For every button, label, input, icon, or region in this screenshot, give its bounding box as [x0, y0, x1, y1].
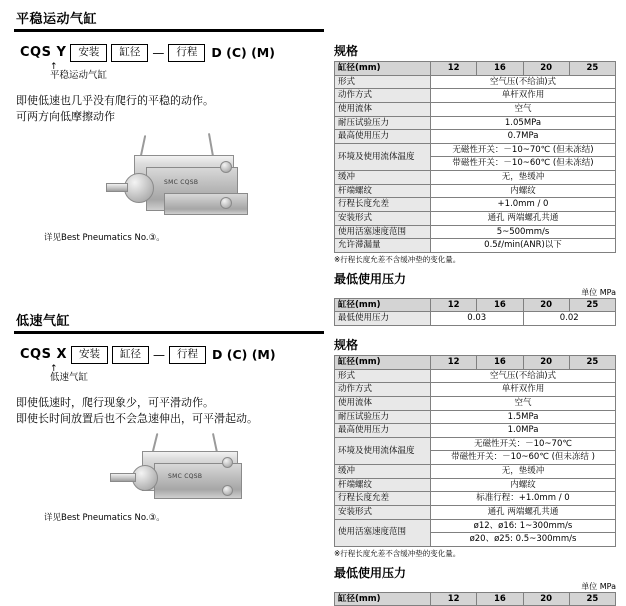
- cell-value: 5~500mm/s: [431, 225, 616, 239]
- cell-value: 0.03: [431, 312, 524, 326]
- cell-label: 杆端螺纹: [335, 478, 431, 492]
- table-row: [335, 369, 616, 383]
- table-row: [335, 505, 616, 519]
- cell-value: 无，垫缓冲: [431, 171, 616, 185]
- desc-line-2: 可两方向低摩擦动作: [16, 110, 115, 124]
- cell-value: 25: [569, 356, 615, 370]
- cell-value: 标准行程：+1.0mm / 0: [431, 492, 616, 506]
- cell-value: 12: [431, 356, 477, 370]
- section-2-reference: 详见Best Pneumatics No.③。: [44, 512, 165, 523]
- table-row: [335, 116, 616, 130]
- section-2-model-code: [20, 346, 324, 364]
- cell-label: 耐压试验压力: [335, 116, 431, 130]
- model-prefix: CQS Y: [20, 45, 67, 61]
- section-1-right: [334, 42, 616, 326]
- port-hole-2: [220, 197, 232, 209]
- cell-value: 25: [569, 62, 615, 76]
- model-suffix: D (C) (M): [212, 347, 276, 363]
- cell-label: 耐压试验压力: [335, 410, 431, 424]
- section-1-spec-table: [334, 61, 616, 253]
- cell-label: 环境及使用流体温度: [335, 143, 431, 170]
- model-box-mounting: 安装: [70, 44, 107, 62]
- cell-label: 杆端螺纹: [335, 184, 431, 198]
- cell-label: 使用活塞速度范围: [335, 519, 431, 546]
- cell-value: 25: [569, 298, 615, 312]
- cell-value: ø20、ø25: 0.5~300mm/s: [431, 533, 616, 547]
- cell-value: 16: [477, 62, 523, 76]
- cell-value: 1.0MPa: [431, 424, 616, 438]
- model-dash: —: [153, 347, 166, 362]
- section-2-min-unit: 单位 MPa: [581, 581, 616, 591]
- table-row: [335, 437, 616, 451]
- cell-value: 12: [431, 592, 477, 606]
- tube-2: [212, 433, 218, 453]
- cell-value: 空气: [431, 102, 616, 116]
- table-row: [335, 396, 616, 410]
- cell-label: 最高使用压力: [335, 424, 431, 438]
- desc-line-1: 即使低速时，爬行现象少，可平滑动作。: [16, 396, 214, 410]
- cell-label: 缸径(mm): [335, 356, 431, 370]
- model-box-stroke: 行程: [168, 44, 205, 62]
- model-box-mounting: 安装: [71, 346, 108, 364]
- section-1-min-table: [334, 298, 616, 326]
- cell-value: 无磁性开关：－10~70℃ (但未冻结): [431, 143, 616, 157]
- table-row: [335, 239, 616, 253]
- table-row: [335, 171, 616, 185]
- cell-value: 16: [477, 592, 523, 606]
- tube-1: [140, 135, 147, 157]
- cell-value: 16: [477, 356, 523, 370]
- section-1-spec-note: ※行程长度允差不含缓冲垫的变化量。: [334, 254, 461, 264]
- cylinder-base: [164, 193, 248, 215]
- cell-label: 安装形式: [335, 211, 431, 225]
- section-2-title: 低速气缸: [16, 314, 71, 329]
- section-1-rule: [14, 29, 324, 32]
- section-2-min-title: 最低使用压力: [334, 565, 407, 580]
- section-1-reference: 详见Best Pneumatics No.③。: [44, 232, 165, 243]
- model-box-bore: 缸径: [111, 44, 148, 62]
- model-suffix: D (C) (M): [211, 45, 275, 61]
- port-hole-1: [220, 161, 232, 173]
- section-2-min-table: [334, 592, 616, 606]
- section-2-description: [16, 395, 324, 427]
- callout-label: 低速气缸: [50, 371, 89, 383]
- tube-2: [208, 133, 214, 157]
- cell-value: 0.7MPa: [431, 130, 616, 144]
- cell-value: 25: [569, 592, 615, 606]
- cell-label: 最低使用压力: [335, 312, 431, 326]
- section-2-spec-table: [334, 355, 616, 547]
- table-row: [335, 143, 616, 157]
- cell-value: +1.0mm / 0: [431, 198, 616, 212]
- section-1-spec-title: 规格: [334, 44, 359, 58]
- brand-text: SMC CQSB: [168, 472, 203, 480]
- table-row: [335, 130, 616, 144]
- callout-label: 平稳运动气缸: [50, 69, 108, 81]
- cell-value: 16: [477, 298, 523, 312]
- cell-label: 缸径(mm): [335, 62, 431, 76]
- model-box-stroke: 行程: [169, 346, 206, 364]
- table-row: [335, 410, 616, 424]
- table-row: [335, 312, 616, 326]
- cell-label: 安装形式: [335, 505, 431, 519]
- brand-text: SMC CQSB: [164, 178, 199, 186]
- piston-rod: [106, 183, 128, 192]
- cell-value: ø12、ø16: 1~300mm/s: [431, 519, 616, 533]
- cell-label: 环境及使用流体温度: [335, 437, 431, 464]
- cell-value: 内螺纹: [431, 478, 616, 492]
- section-1-model-code: [20, 44, 324, 62]
- cell-label: 允许滞漏量: [335, 239, 431, 253]
- cell-value: 单杆双作用: [431, 383, 616, 397]
- section-1-description: [16, 93, 324, 125]
- section-1-callout: ↑ 平稳运动气缸: [50, 63, 324, 82]
- table-row: [335, 383, 616, 397]
- table-row: [335, 198, 616, 212]
- desc-line-1: 即使低速也几乎没有爬行的平稳的动作。: [16, 94, 214, 108]
- cell-label: 最高使用压力: [335, 130, 431, 144]
- cell-value: 空气: [431, 396, 616, 410]
- cell-label: 使用活塞速度范围: [335, 225, 431, 239]
- cell-value: 带磁性开关：－10~60℃ (但未冻结): [431, 157, 616, 171]
- section-2-product-image: [14, 433, 324, 507]
- desc-line-2: 即使长时间放置后也不会急速伸出，可平滑起动。: [16, 412, 258, 426]
- cell-label: 缸径(mm): [335, 592, 431, 606]
- cell-label: 使用流体: [335, 396, 431, 410]
- port-hole-1: [222, 457, 233, 468]
- cell-value: 20: [523, 298, 569, 312]
- cell-label: 动作方式: [335, 383, 431, 397]
- section-2-left: [14, 310, 324, 523]
- section-2-spec-note: ※行程长度允差不含缓冲垫的变化量。: [334, 548, 461, 558]
- table-row: [335, 211, 616, 225]
- cell-value: 1.5MPa: [431, 410, 616, 424]
- cell-value: 内螺纹: [431, 184, 616, 198]
- section-2-right: [334, 336, 616, 606]
- cell-value: 通孔 两端螺孔共通: [431, 211, 616, 225]
- table-row: [335, 492, 616, 506]
- cell-value: 无，垫缓冲: [431, 465, 616, 479]
- cell-label: 形式: [335, 369, 431, 383]
- table-row: [335, 478, 616, 492]
- cell-value: 0.5ℓ/min(ANR)以下: [431, 239, 616, 253]
- section-2-callout: ↑ 低速气缸: [50, 365, 324, 384]
- cell-label: 缓冲: [335, 465, 431, 479]
- cell-value: 单杆双作用: [431, 89, 616, 103]
- section-1-min-title: 最低使用压力: [334, 271, 407, 286]
- table-row: [335, 75, 616, 89]
- cell-value: 空气压(不给油)式: [431, 75, 616, 89]
- table-row: [335, 89, 616, 103]
- cell-label: 动作方式: [335, 89, 431, 103]
- cell-value: 12: [431, 62, 477, 76]
- cell-label: 缓冲: [335, 171, 431, 185]
- table-row: [335, 592, 616, 606]
- table-row: [335, 62, 616, 76]
- model-prefix: CQS X: [20, 347, 68, 363]
- table-row: [335, 298, 616, 312]
- cell-value: 空气压(不给油)式: [431, 369, 616, 383]
- table-row: [335, 424, 616, 438]
- section-1-left: [14, 8, 324, 243]
- model-dash: —: [152, 45, 165, 60]
- cell-label: 缸径(mm): [335, 298, 431, 312]
- cell-value: 20: [523, 592, 569, 606]
- cell-value: 通孔 两端螺孔共通: [431, 505, 616, 519]
- cell-value: 无磁性开关：－10~70℃: [431, 437, 616, 451]
- table-row: [335, 356, 616, 370]
- cell-label: 形式: [335, 75, 431, 89]
- section-1-title: 平稳运动气缸: [16, 12, 98, 27]
- cell-label: 行程长度允差: [335, 198, 431, 212]
- cell-value: 12: [431, 298, 477, 312]
- table-row: [335, 102, 616, 116]
- cell-value: 0.02: [523, 312, 616, 326]
- cell-label: 使用流体: [335, 102, 431, 116]
- cell-label: 行程长度允差: [335, 492, 431, 506]
- cylinder-endcap: [124, 173, 154, 203]
- model-box-bore: 缸径: [112, 346, 149, 364]
- table-row: [335, 225, 616, 239]
- cell-value: 20: [523, 356, 569, 370]
- section-2-spec-title: 规格: [334, 338, 359, 352]
- port-hole-2: [222, 485, 233, 496]
- section-1-min-unit: 单位 MPa: [581, 287, 616, 297]
- cell-value: 20: [523, 62, 569, 76]
- piston-rod: [110, 473, 136, 482]
- tube-1: [152, 433, 159, 453]
- cell-value: 带磁性开关：－10~60℃ (但未冻结 ): [431, 451, 616, 465]
- section-1-product-image: [14, 131, 324, 227]
- table-row: [335, 184, 616, 198]
- table-row: [335, 519, 616, 533]
- cell-value: 1.05MPa: [431, 116, 616, 130]
- section-2-rule: [14, 331, 324, 334]
- table-row: [335, 465, 616, 479]
